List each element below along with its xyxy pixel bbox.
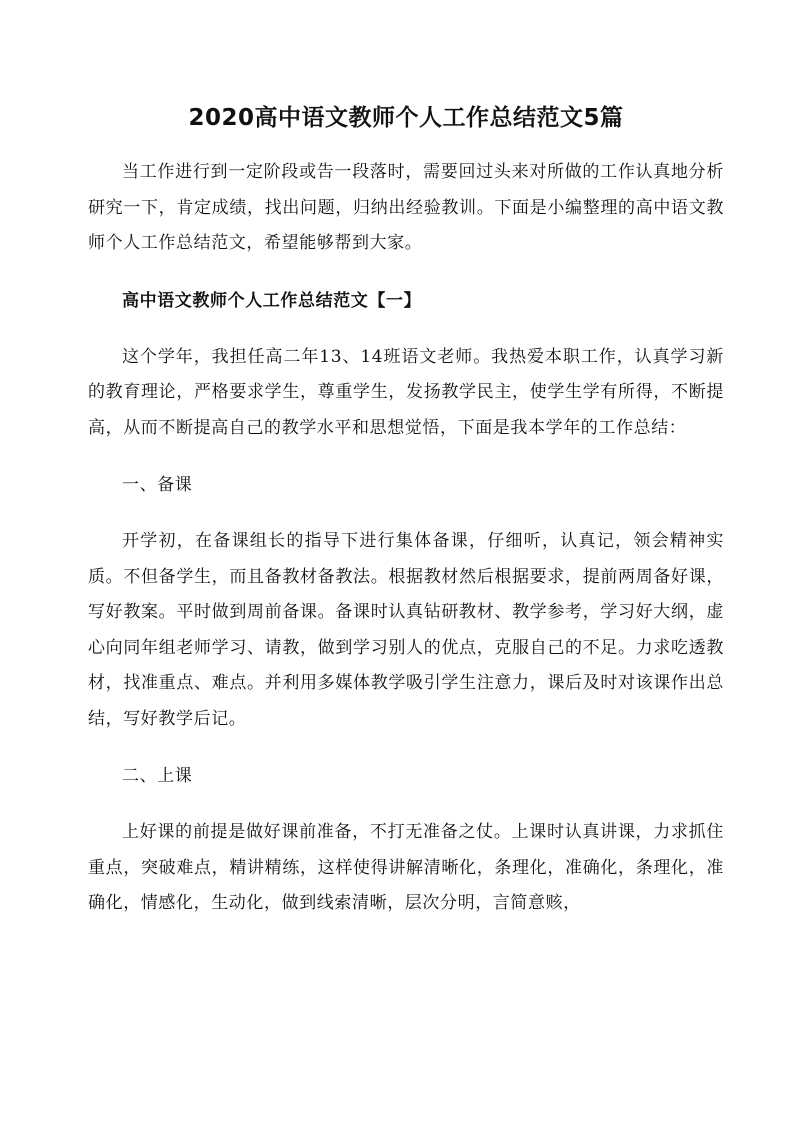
section1-intro-paragraph: 这个学年，我担任高二年13、14班语文老师。我热爱本职工作，认真学习新的教育理论，严格要求学生，尊重学生，发扬教学民主，使学生学有所得，不断提高，从而不断提高自己的教学水平和思想觉悟，下面是我本学年的工作总结： xyxy=(88,346,724,438)
shangke-paragraph: 上好课的前提是做好课前准备，不打无准备之仗。上课时认真讲课，力求抓住重点，突破难点，精讲精练，这样使得讲解清晰化，条理化，准确化，条理化，准确化，情感化，生动化，做到线索清晰，层次分明，言简意赅， xyxy=(88,822,724,913)
intro-paragraph: 当工作进行到一定阶段或告一段落时，需要回过头来对所做的工作认真地分析研究一下，肯定成绩，找出问题，归纳出经验教训。下面是小编整理的高中语文教师个人工作总结范文，希望能够帮到大家。 xyxy=(88,162,724,253)
section1-heading: 高中语文教师个人工作总结范文【一】 xyxy=(122,290,422,311)
shangke-heading: 二、上课 xyxy=(122,766,193,786)
document-title: 2020高中语文教师个人工作总结范文5篇 xyxy=(188,105,624,131)
beike-heading: 一、备课 xyxy=(122,475,193,495)
beike-paragraph: 开学初，在备课组长的指导下进行集体备课，仔细听，认真记，领会精神实质。不但备学生，而且备教材备教法。根据教材然后根据要求，提前两周备好课，写好教案。平时做到周前备课。备课时认真钻研教材、教学参考，学习好大纲，虚心向同年组老师学习、请教，做到学习别人的优点，克服自己的不足。力求吃透教材，找准重点、难点。并利用多媒体教学吸引学生注意力，课后及时对该课作出总结，写好教学后记。 xyxy=(88,531,724,729)
